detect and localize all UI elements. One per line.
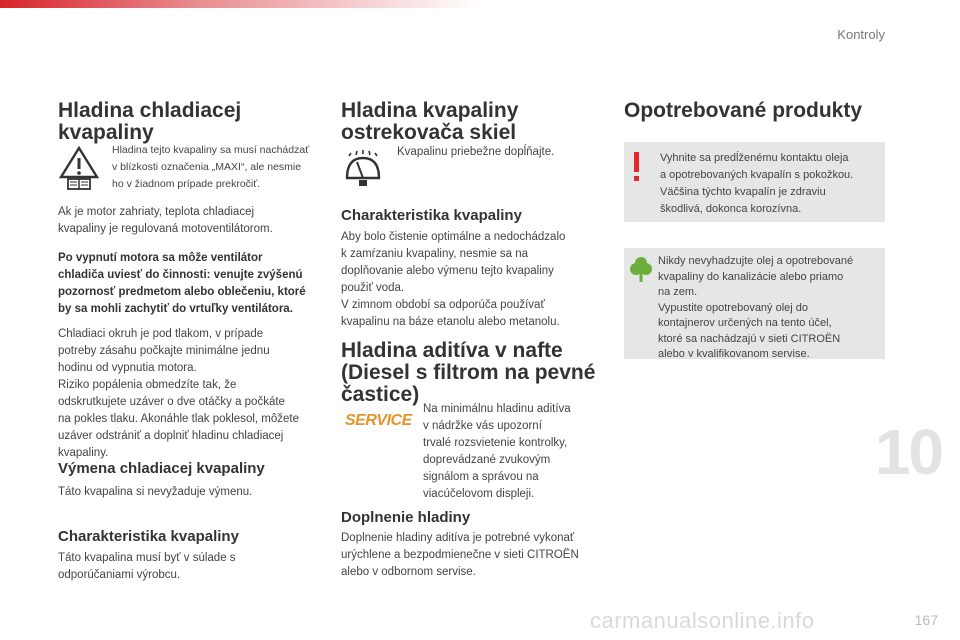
refill-heading: Doplnenie hladiny (341, 509, 471, 526)
coolant-replacement-heading: Výmena chladiacej kvapaliny (58, 460, 265, 477)
skin-contact-warning-box (624, 142, 885, 222)
section-label: Kontroly (837, 27, 885, 42)
skin-contact-warning-text: Vyhnite sa predĺženému kontaktu oleja a opotrebovaných kvapalín s pokožkou. Väčšina týchto kvapalín je zdraviu škodlivá, dokonca korozívna. (660, 152, 854, 215)
page-number: 167 (914, 612, 938, 628)
fan-warning-text: Po vypnutí motora sa môže ventilátor chladiča uviesť do činnosti: venujte zvýšenú pozornosť predmetom alebo oblečeniu, ktoré by sa mohli zachytiť do vrtuľky ventilátora. (58, 252, 306, 315)
coolant-title: Hladina chladiacej kvapaliny (58, 99, 242, 144)
environment-tree-icon (630, 256, 652, 284)
washer-title: Hladina kvapaliny ostrekovača skiel (341, 99, 519, 144)
coolant-section (58, 100, 323, 144)
additive-title: Hladina aditíva v nafte (Diesel s filtrom na pevné častice) (341, 339, 596, 406)
coolant-para1: Ak je motor zahriaty, teplota chladiacej kvapaliny je regulovaná motoventilátorom. (58, 206, 273, 235)
washer-characteristics-text: Aby bolo čistenie optimálne a nedochádzalo k zamŕzaniu kvapaliny, nesmie sa na doplňovanie alebo výmenu tejto kvapaliny použiť voda. V zimnom období sa odporúča používať kvapalinu na báze etanolu alebo metanolu. (341, 231, 566, 328)
coolant-characteristics-text: Táto kvapalina musí byť v súlade s odporúčaniami výrobcu. (58, 552, 236, 581)
coolant-warning-icon (58, 145, 100, 191)
service-warning-icon: SERVICE (345, 412, 412, 429)
environment-info-text: Nikdy nevyhadzujte olej a opotrebované kvapaliny do kanalizácie alebo priamo na zem. Vypustite opotrebovaný olej do kontajnerov určených na tento účel, ktoré sa nachádzajú v sieti CITROËN alebo v kvalifikovanom servise. (658, 255, 854, 360)
additive-text: Na minimálnu hladinu aditíva v nádržke vás upozorní trvalé rozsvietenie kontrolky, doprevádzané zvukovým signálom a správou na viacúčelovom displeji. (423, 403, 571, 500)
washer-refill-note: Kvapalinu priebežne dopĺňajte. (397, 146, 555, 158)
used-products-title: Opotrebované produkty (624, 99, 863, 122)
warning-exclamation-icon (630, 150, 644, 184)
chapter-number: 10 (874, 416, 942, 488)
header-accent-bar (0, 0, 480, 8)
pressure-warning-text: Chladiaci okruh je pod tlakom, v prípade potreby zásahu počkajte minimálne jednu hodinu od vypnutia motora. Riziko popálenia obmedzíte tak, že odskrutkujete uzáver o dve otáčky a počkáte na pokles tlaku. Akonáhle tlak poklesol, môžete uzáver odstrániť a doplniť hladinu chladiacej kvapaliny. (58, 328, 300, 459)
refill-text: Doplnenie hladiny aditíva je potrebné vykonať urýchlene a bezpodmienečne v sieti CITROËN alebo v odbornom servise. (341, 532, 579, 578)
washer-characteristics-heading: Charakteristika kvapaliny (341, 207, 522, 224)
coolant-replacement-text: Táto kvapalina si nevyžaduje výmenu. (58, 486, 253, 498)
coolant-level-note: Hladina tejto kvapaliny sa musí nachádzať v blízkosti označenia „MAXI“, ale nesmie ho v žiadnom prípade prekročiť. (112, 144, 310, 190)
coolant-characteristics-heading: Charakteristika kvapaliny (58, 528, 239, 545)
environment-info-box (624, 248, 885, 359)
washer-fluid-icon (341, 148, 385, 190)
watermark: carmanualsonline.info (590, 608, 815, 633)
washer-section (341, 100, 606, 144)
